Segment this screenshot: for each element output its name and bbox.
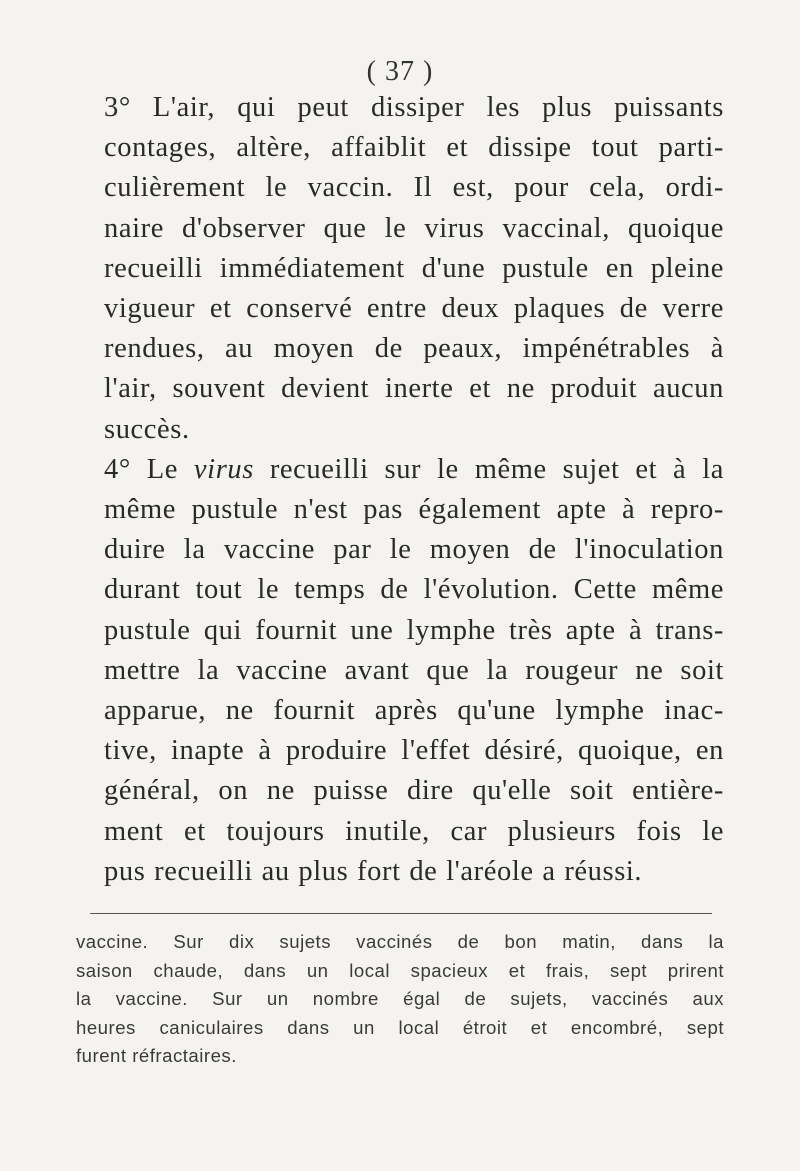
paragraph-lead: 4° Le <box>104 453 194 485</box>
italic-term: virus <box>193 453 254 485</box>
paragraph-lead-rest: recueilli sur le même sujet et à la <box>253 453 724 485</box>
footnote-line: furent réfractaires. <box>76 1045 237 1067</box>
footnote-line: saison chaude, dans un local spacieux et frais, sept prirent <box>76 959 724 981</box>
text-line: apparue, ne fournit après qu'une lymphe inac- <box>104 695 724 727</box>
page-number: ( 37 ) <box>366 56 434 87</box>
text-line: tive, inapte à produire l'effet désiré, quoique, en <box>104 735 724 767</box>
text-line: pustule qui fournit une lymphe très apte à trans- <box>104 614 724 646</box>
footnote-divider <box>90 913 712 914</box>
text-line: ment et toujours inutile, car plusieurs fois le <box>104 815 724 847</box>
text-line: duire la vaccine par le moyen de l'inoculation <box>104 534 724 566</box>
paragraph-4 <box>76 450 724 892</box>
text-line: recueilli immédiatement d'une pustule en pleine <box>104 252 724 284</box>
text-line: vigueur et conservé entre deux plaques de verre <box>104 293 724 325</box>
footnote <box>76 928 724 1071</box>
paragraph-3 <box>76 88 724 450</box>
footnote-line: la vaccine. Sur un nombre égal de sujets, vaccinés aux <box>76 988 724 1010</box>
text-line: mettre la vaccine avant que la rougeur ne soit <box>104 654 724 686</box>
text-line: durant tout le temps de l'évolution. Cette même <box>104 574 724 606</box>
text-line: 3° L'air, qui peut dissiper les plus puissants <box>104 92 724 123</box>
main-text <box>76 88 724 892</box>
text-line-first <box>76 450 724 490</box>
text-line: culièrement le vaccin. Il est, pour cela, ordi- <box>104 172 724 204</box>
text-line: pus recueilli au plus fort de l'aréole a réussi. <box>104 855 643 887</box>
text-line: contages, altère, affaiblit et dissipe tout parti- <box>104 132 724 164</box>
footnote-line: vaccine. Sur dix sujets vaccinés de bon matin, dans la <box>76 931 724 952</box>
footnote-line: heures caniculaires dans un local étroit et encombré, sept <box>76 1016 724 1038</box>
text-line: même pustule n'est pas également apte à repro- <box>104 494 724 526</box>
text-line: naire d'observer que le virus vaccinal, quoique <box>104 212 724 244</box>
text-line: général, on ne puisse dire qu'elle soit entière- <box>104 775 724 807</box>
text-line: rendues, au moyen de peaux, impénétrables à <box>104 333 724 365</box>
text-line: l'air, souvent devient inerte et ne produit aucun <box>104 373 724 405</box>
text-line: succès. <box>104 413 190 445</box>
